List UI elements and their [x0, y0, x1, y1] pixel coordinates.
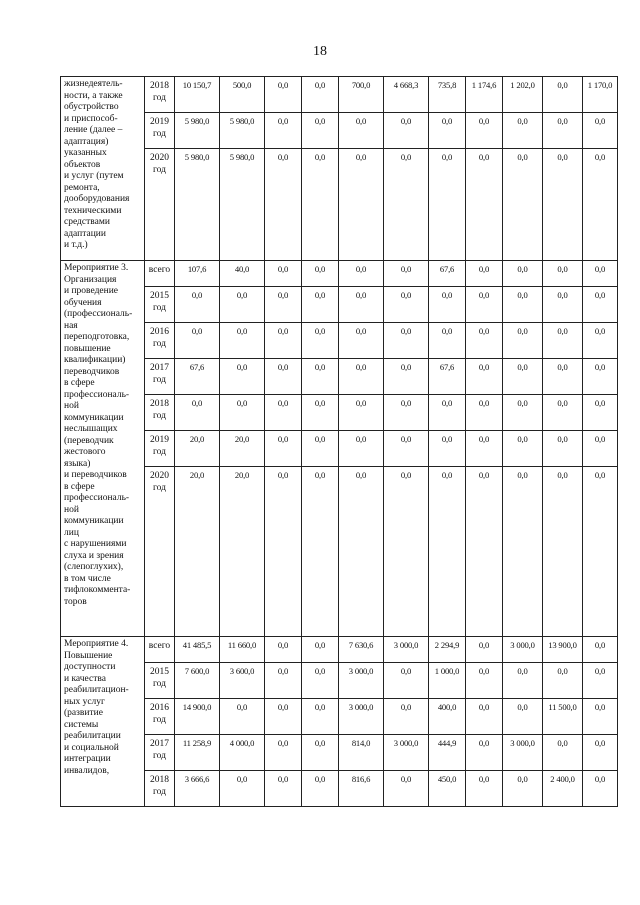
value-cell: 0,0	[339, 287, 384, 323]
value-cell: 40,0	[220, 261, 265, 287]
value-cell: 0,0	[583, 113, 618, 149]
value-cell: 67,6	[429, 359, 466, 395]
value-cell: 5 980,0	[220, 113, 265, 149]
value-cell: 0,0	[265, 699, 302, 735]
table-row	[61, 699, 618, 735]
value-cell: 0,0	[583, 467, 618, 637]
value-cell: 814,0	[339, 735, 384, 771]
value-cell: 0,0	[220, 323, 265, 359]
value-cell: 4 000,0	[220, 735, 265, 771]
value-cell: 0,0	[339, 149, 384, 261]
value-cell: 0,0	[466, 699, 503, 735]
value-cell: 20,0	[220, 467, 265, 637]
value-cell: 0,0	[302, 287, 339, 323]
value-cell: 0,0	[339, 113, 384, 149]
year-cell: всего	[145, 637, 175, 663]
value-cell: 0,0	[543, 77, 583, 113]
value-cell: 2 400,0	[543, 771, 583, 807]
value-cell: 0,0	[265, 467, 302, 637]
value-cell: 0,0	[265, 323, 302, 359]
value-cell: 0,0	[543, 113, 583, 149]
value-cell: 0,0	[503, 149, 543, 261]
value-cell: 0,0	[429, 467, 466, 637]
value-cell: 0,0	[384, 699, 429, 735]
value-cell: 0,0	[265, 113, 302, 149]
value-cell: 1 170,0	[583, 77, 618, 113]
table-row	[61, 113, 618, 149]
value-cell: 3 000,0	[339, 699, 384, 735]
value-cell: 816,6	[339, 771, 384, 807]
value-cell: 0,0	[503, 287, 543, 323]
value-cell: 0,0	[265, 287, 302, 323]
value-cell: 1 202,0	[503, 77, 543, 113]
value-cell: 0,0	[503, 663, 543, 699]
value-cell: 107,6	[175, 261, 220, 287]
value-cell: 0,0	[384, 771, 429, 807]
year-cell: 2018 год	[145, 771, 175, 807]
value-cell: 13 900,0	[543, 637, 583, 663]
value-cell: 11 660,0	[220, 637, 265, 663]
table-row	[61, 467, 618, 637]
value-cell: 0,0	[583, 261, 618, 287]
value-cell: 0,0	[384, 323, 429, 359]
value-cell: 0,0	[583, 431, 618, 467]
value-cell: 700,0	[339, 77, 384, 113]
value-cell: 0,0	[384, 261, 429, 287]
year-cell: 2016 год	[145, 323, 175, 359]
value-cell: 0,0	[583, 359, 618, 395]
value-cell: 735,8	[429, 77, 466, 113]
budget-table	[60, 76, 618, 807]
value-cell: 0,0	[466, 467, 503, 637]
activity-description: жизнедеятель- ности, а также обустройство и приспособ- ление (далее – адаптация) указанных объектов и услуг (путем ремонта, дооборудования техническими средствами адаптации и т.д.)	[61, 77, 145, 261]
value-cell: 0,0	[302, 359, 339, 395]
value-cell: 0,0	[302, 663, 339, 699]
value-cell: 20,0	[175, 431, 220, 467]
year-cell: всего	[145, 261, 175, 287]
value-cell: 0,0	[583, 323, 618, 359]
value-cell: 0,0	[384, 113, 429, 149]
value-cell: 5 980,0	[220, 149, 265, 261]
value-cell: 0,0	[384, 431, 429, 467]
table-row	[61, 395, 618, 431]
value-cell: 0,0	[543, 663, 583, 699]
year-cell: 2019 год	[145, 431, 175, 467]
value-cell: 0,0	[265, 261, 302, 287]
value-cell: 0,0	[302, 149, 339, 261]
value-cell: 0,0	[302, 323, 339, 359]
value-cell: 0,0	[302, 113, 339, 149]
value-cell: 0,0	[265, 663, 302, 699]
value-cell: 41 485,5	[175, 637, 220, 663]
value-cell: 0,0	[503, 771, 543, 807]
year-cell: 2017 год	[145, 735, 175, 771]
value-cell: 11 500,0	[543, 699, 583, 735]
value-cell: 0,0	[265, 149, 302, 261]
year-cell: 2016 год	[145, 699, 175, 735]
value-cell: 0,0	[175, 323, 220, 359]
value-cell: 0,0	[583, 287, 618, 323]
table-row	[61, 359, 618, 395]
value-cell: 20,0	[175, 467, 220, 637]
value-cell: 0,0	[339, 431, 384, 467]
value-cell: 0,0	[503, 323, 543, 359]
table-row	[61, 287, 618, 323]
value-cell: 0,0	[302, 771, 339, 807]
value-cell: 14 900,0	[175, 699, 220, 735]
value-cell: 0,0	[384, 359, 429, 395]
value-cell: 7 600,0	[175, 663, 220, 699]
value-cell: 0,0	[384, 395, 429, 431]
value-cell: 3 000,0	[503, 735, 543, 771]
year-cell: 2020 год	[145, 467, 175, 637]
value-cell: 0,0	[429, 287, 466, 323]
value-cell: 0,0	[503, 261, 543, 287]
value-cell: 67,6	[429, 261, 466, 287]
value-cell: 10 150,7	[175, 77, 220, 113]
value-cell: 0,0	[543, 359, 583, 395]
value-cell: 0,0	[339, 261, 384, 287]
value-cell: 1 000,0	[429, 663, 466, 699]
value-cell: 0,0	[265, 637, 302, 663]
value-cell: 0,0	[429, 431, 466, 467]
year-cell: 2020 год	[145, 149, 175, 261]
value-cell: 0,0	[503, 467, 543, 637]
activity-description: Мероприятие 4. Повышение доступности и качества реабилитацион- ных услуг (развитие системы реабилитации и социальной интеграции инвалидов,	[61, 637, 145, 807]
value-cell: 3 000,0	[339, 663, 384, 699]
value-cell: 20,0	[220, 431, 265, 467]
value-cell: 0,0	[384, 149, 429, 261]
value-cell: 0,0	[302, 735, 339, 771]
table-row	[61, 77, 618, 113]
value-cell: 450,0	[429, 771, 466, 807]
value-cell: 3 666,6	[175, 771, 220, 807]
value-cell: 0,0	[503, 113, 543, 149]
table-row	[61, 261, 618, 287]
value-cell: 4 668,3	[384, 77, 429, 113]
value-cell: 0,0	[466, 149, 503, 261]
value-cell: 2 294,9	[429, 637, 466, 663]
value-cell: 0,0	[466, 395, 503, 431]
value-cell: 0,0	[302, 395, 339, 431]
value-cell: 0,0	[429, 395, 466, 431]
value-cell: 0,0	[265, 431, 302, 467]
value-cell: 0,0	[503, 359, 543, 395]
value-cell: 0,0	[543, 395, 583, 431]
value-cell: 0,0	[429, 113, 466, 149]
value-cell: 0,0	[543, 323, 583, 359]
value-cell: 67,6	[175, 359, 220, 395]
value-cell: 0,0	[339, 467, 384, 637]
value-cell: 0,0	[302, 467, 339, 637]
value-cell: 0,0	[503, 699, 543, 735]
value-cell: 0,0	[220, 287, 265, 323]
value-cell: 0,0	[543, 287, 583, 323]
value-cell: 0,0	[583, 637, 618, 663]
value-cell: 0,0	[265, 771, 302, 807]
value-cell: 0,0	[302, 77, 339, 113]
value-cell: 0,0	[265, 359, 302, 395]
table-body	[61, 77, 618, 807]
value-cell: 0,0	[583, 395, 618, 431]
value-cell: 0,0	[583, 771, 618, 807]
value-cell: 3 000,0	[384, 637, 429, 663]
value-cell: 400,0	[429, 699, 466, 735]
value-cell: 7 630,6	[339, 637, 384, 663]
value-cell: 11 258,9	[175, 735, 220, 771]
value-cell: 0,0	[583, 699, 618, 735]
value-cell: 500,0	[220, 77, 265, 113]
value-cell: 0,0	[339, 395, 384, 431]
value-cell: 3 000,0	[503, 637, 543, 663]
table-row	[61, 735, 618, 771]
activity-description: Мероприятие 3. Организация и проведение обучения (профессиональ- ная переподготовка, повышение квалификации) переводчиков в сфере профессиональ- ной коммуникации неслышащих (переводчик жестового языка) и переводчиков в сфере профессиональ- ной коммуникации лиц с нарушениями слуха и зрения (слепоглухих), в том числе тифлокоммента- торов	[61, 261, 145, 637]
value-cell: 1 174,6	[466, 77, 503, 113]
value-cell: 0,0	[220, 395, 265, 431]
value-cell: 0,0	[384, 467, 429, 637]
value-cell: 0,0	[384, 287, 429, 323]
value-cell: 0,0	[302, 431, 339, 467]
value-cell: 3 000,0	[384, 735, 429, 771]
value-cell: 0,0	[543, 431, 583, 467]
value-cell: 0,0	[302, 261, 339, 287]
value-cell: 0,0	[543, 735, 583, 771]
value-cell: 0,0	[466, 663, 503, 699]
table-row	[61, 637, 618, 663]
value-cell: 5 980,0	[175, 113, 220, 149]
value-cell: 0,0	[339, 359, 384, 395]
page-number: 18	[313, 44, 327, 59]
value-cell: 0,0	[503, 395, 543, 431]
year-cell: 2018 год	[145, 77, 175, 113]
value-cell: 0,0	[429, 323, 466, 359]
value-cell: 3 600,0	[220, 663, 265, 699]
value-cell: 0,0	[466, 323, 503, 359]
value-cell: 0,0	[265, 77, 302, 113]
table-row	[61, 431, 618, 467]
value-cell: 0,0	[466, 735, 503, 771]
value-cell: 0,0	[466, 431, 503, 467]
year-cell: 2018 год	[145, 395, 175, 431]
value-cell: 0,0	[583, 663, 618, 699]
table-row	[61, 149, 618, 261]
value-cell: 444,9	[429, 735, 466, 771]
value-cell: 0,0	[466, 113, 503, 149]
value-cell: 0,0	[429, 149, 466, 261]
year-cell: 2015 год	[145, 287, 175, 323]
year-cell: 2017 год	[145, 359, 175, 395]
value-cell: 0,0	[302, 637, 339, 663]
value-cell: 0,0	[302, 699, 339, 735]
value-cell: 0,0	[543, 149, 583, 261]
table-row	[61, 663, 618, 699]
value-cell: 0,0	[466, 287, 503, 323]
value-cell: 0,0	[543, 467, 583, 637]
value-cell: 0,0	[543, 261, 583, 287]
value-cell: 0,0	[220, 359, 265, 395]
year-cell: 2019 год	[145, 113, 175, 149]
value-cell: 0,0	[265, 395, 302, 431]
value-cell: 0,0	[583, 735, 618, 771]
value-cell: 0,0	[339, 323, 384, 359]
table-row	[61, 771, 618, 807]
table-row	[61, 323, 618, 359]
value-cell: 0,0	[265, 735, 302, 771]
value-cell: 0,0	[220, 699, 265, 735]
value-cell: 0,0	[466, 359, 503, 395]
value-cell: 0,0	[384, 663, 429, 699]
value-cell: 0,0	[466, 637, 503, 663]
value-cell: 0,0	[503, 431, 543, 467]
value-cell: 0,0	[466, 261, 503, 287]
year-cell: 2015 год	[145, 663, 175, 699]
value-cell: 0,0	[466, 771, 503, 807]
value-cell: 0,0	[583, 149, 618, 261]
value-cell: 0,0	[175, 395, 220, 431]
value-cell: 0,0	[220, 771, 265, 807]
value-cell: 0,0	[175, 287, 220, 323]
value-cell: 5 980,0	[175, 149, 220, 261]
